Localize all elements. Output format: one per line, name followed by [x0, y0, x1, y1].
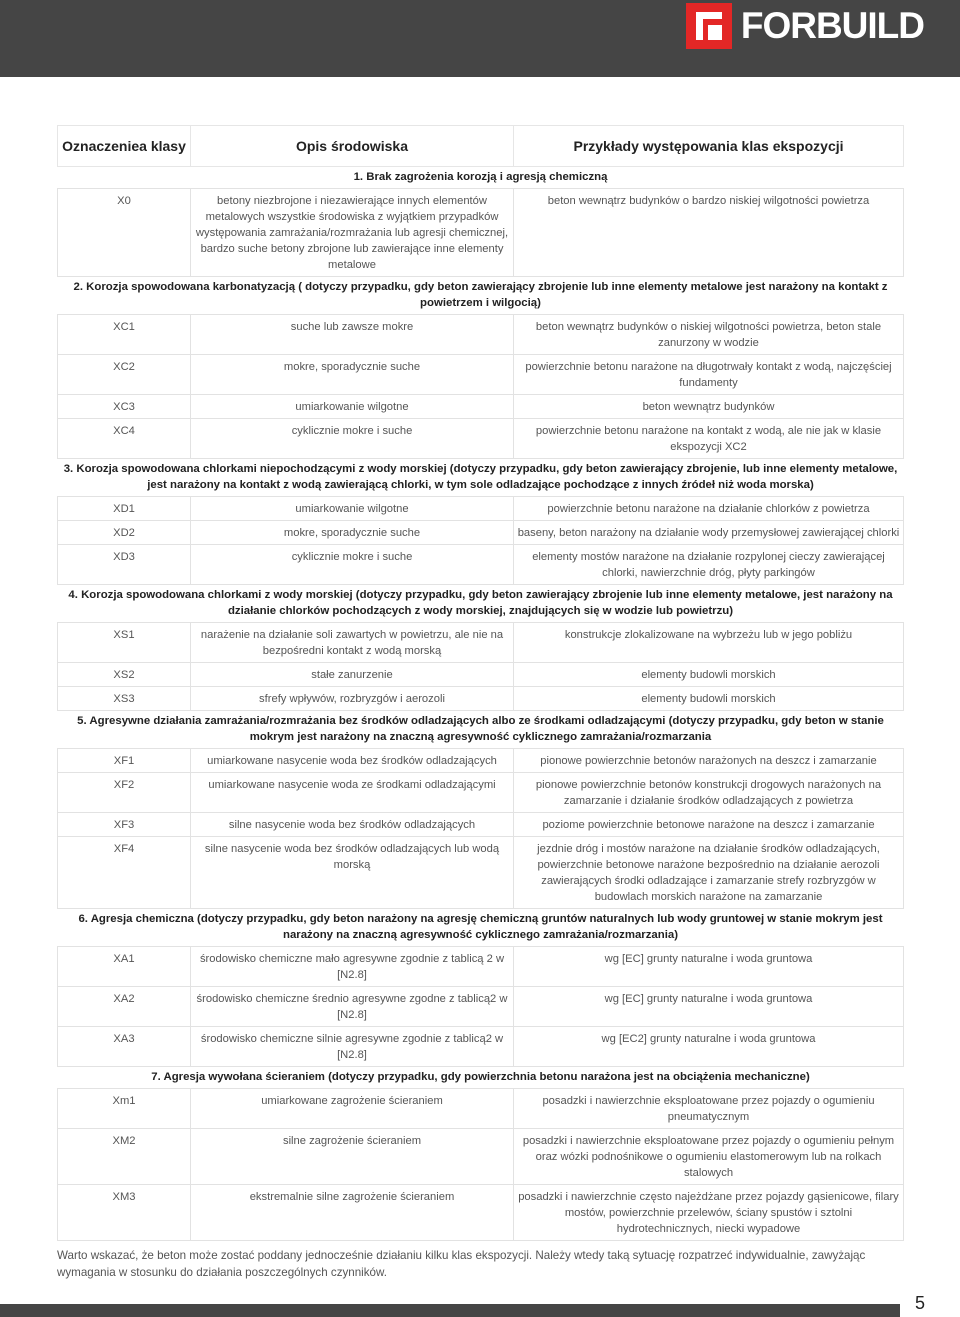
class-code-cell: XA3: [58, 1027, 191, 1067]
section-title: 6. Agresja chemiczna (dotyczy przypadku, gdy beton narażony na agresję chemiczną gruntów naturalnych lub wody gruntowej w stanie mokrym jest narażony na znaczną agresywność cyklicznego zamrażania/rozmarzania): [58, 909, 904, 947]
section-row: [58, 459, 904, 497]
table-row: [58, 1089, 904, 1129]
class-code-cell: XF3: [58, 813, 191, 837]
table-row: [58, 419, 904, 459]
section-row: [58, 585, 904, 623]
description-cell: środowisko chemiczne mało agresywne zgodnie z tablicą 2 w [N2.8]: [191, 947, 514, 987]
example-cell: wg [EC2] grunty naturalne i woda gruntowa: [514, 1027, 904, 1067]
header-examples: Przykłady występowania klas ekspozycji: [514, 126, 904, 167]
class-code-cell: XD3: [58, 545, 191, 585]
description-cell: umiarkowane nasycenie woda bez środków odladzających: [191, 749, 514, 773]
description-cell: betony niezbrojone i niezawierające innych elementów metalowych wszystkie środowiska z wyjątkiem przypadków występowania zamrażania/rozmrażania lub agresji chemicznej, bardzo suche betony zbrojone lub zawierające inne elementy metalowe: [191, 189, 514, 277]
description-cell: silne nasycenie woda bez środków odladzających: [191, 813, 514, 837]
class-code-cell: XS1: [58, 623, 191, 663]
description-cell: silne nasycenie woda bez środków odladzających lub wodą morską: [191, 837, 514, 909]
description-cell: cyklicznie mokre i suche: [191, 419, 514, 459]
table-row: [58, 1027, 904, 1067]
example-cell: posadzki i nawierzchnie często najeżdżane przez pojazdy gąsienicowe, filary mostów, powierzchnie przelewów, ściany spustów i sztolni hydrotechnicznych, niecki wypadowe: [514, 1185, 904, 1241]
description-cell: mokre, sporadycznie suche: [191, 521, 514, 545]
example-cell: pionowe powierzchnie betonów narażonych na deszcz i zamarzanie: [514, 749, 904, 773]
table-row: [58, 663, 904, 687]
example-cell: elementy mostów narażone na działanie rozpylonej cieczy zawierającej chlorki, nawierzchnie dróg, płyty parkingów: [514, 545, 904, 585]
class-code-cell: XF1: [58, 749, 191, 773]
class-code-cell: XM3: [58, 1185, 191, 1241]
table-row: [58, 315, 904, 355]
section-row: [58, 167, 904, 189]
header-environment: Opis środowiska: [191, 126, 514, 167]
class-code-cell: XC3: [58, 395, 191, 419]
description-cell: środowisko chemiczne średnio agresywne zgodne z tablicą2 w [N2.8]: [191, 987, 514, 1027]
header-bar: [0, 0, 960, 77]
section-title: 3. Korozja spowodowana chlorkami niepochodzącymi z wody morskiej (dotyczy przypadku, gdy beton zawierający zbrojenie, lub inne elementy metalowe, jest narażony na kontakt z wodą zawierającą chlorki, w tym sole odladzające pochodzące z innych źródeł niż woda morska): [58, 459, 904, 497]
section-title: 7. Agresja wywołana ścieraniem (dotyczy przypadku, gdy powierzchnia betonu narażona jest na obciążenia mechaniczne): [58, 1067, 904, 1089]
header-class-code: Oznaczeniea klasy: [58, 126, 191, 167]
description-cell: mokre, sporadycznie suche: [191, 355, 514, 395]
table-row: [58, 355, 904, 395]
table-row: [58, 813, 904, 837]
table-row: [58, 987, 904, 1027]
example-cell: elementy budowli morskich: [514, 663, 904, 687]
example-cell: elementy budowli morskich: [514, 687, 904, 711]
section-title: 1. Brak zagrożenia korozją i agresją chemiczną: [58, 167, 904, 189]
class-code-cell: X0: [58, 189, 191, 277]
description-cell: cyklicznie mokre i suche: [191, 545, 514, 585]
section-row: [58, 909, 904, 947]
table-row: [58, 521, 904, 545]
section-title: 2. Korozja spowodowana karbonatyzacją ( dotyczy przypadku, gdy beton zawierający zbrojenie lub inne elementy metalowe jest narażony na kontakt z powietrzem i wilgocią): [58, 277, 904, 315]
table-row: [58, 1129, 904, 1185]
table-row: [58, 395, 904, 419]
table-row: [58, 189, 904, 277]
example-cell: jezdnie dróg i mostów narażone na działanie środków odladzających, powierzchnie betonowe narażone bezpośrednio na działanie aerozoli zawierających środki odladzające i zamarzanie strefy rozbryzgów w budowlach morskich narażone na zamarzanie: [514, 837, 904, 909]
section-row: [58, 711, 904, 749]
table-row: [58, 623, 904, 663]
class-code-cell: XD1: [58, 497, 191, 521]
example-cell: wg [EC] grunty naturalne i woda gruntowa: [514, 987, 904, 1027]
description-cell: umiarkowanie wilgotne: [191, 395, 514, 419]
example-cell: pionowe powierzchnie betonów konstrukcji drogowych narażonych na zamarzanie i działanie środków odladzających z powietrza: [514, 773, 904, 813]
section-row: [58, 1067, 904, 1089]
forbuild-logo[interactable]: [686, 3, 924, 49]
description-cell: środowisko chemiczne silnie agresywne zgodnie z tablicą2 w [N2.8]: [191, 1027, 514, 1067]
example-cell: posadzki i nawierzchnie eksploatowane przez pojazdy o ogumieniu pełnym oraz wózki podnośnikowe o ogumieniu elastomerowym lub na rolkach stalowych: [514, 1129, 904, 1185]
class-code-cell: XC2: [58, 355, 191, 395]
class-code-cell: XA2: [58, 987, 191, 1027]
page-number-box: [900, 1290, 960, 1317]
example-cell: powierzchnie betonu narażone na długotrwały kontakt z wodą, najczęściej fundamenty: [514, 355, 904, 395]
example-cell: wg [EC] grunty naturalne i woda gruntowa: [514, 947, 904, 987]
table-row: [58, 837, 904, 909]
description-cell: sfrefy wpływów, rozbryzgów i aerozoli: [191, 687, 514, 711]
description-cell: silne zagrożenie ścieraniem: [191, 1129, 514, 1185]
footnote: Warto wskazać, że beton może zostać poddany jednocześnie działaniu kilku klas ekspozycji. Należy wtedy taką sytuację rozpatrzeć indywidualnie, zawyżając wymagania w stosunku do działania poszczególnych czynników.: [57, 1249, 866, 1279]
section-title: 5. Agresywne działania zamrażania/rozmrażania bez środków odladzających albo ze środkami odladzającymi (dotyczy przypadku, gdy beton w stanie mokrym jest narażony na znaczną agresywność cyklicznego zamrażania/rozmarzania: [58, 711, 904, 749]
table-row: [58, 497, 904, 521]
class-code-cell: XF2: [58, 773, 191, 813]
exposure-classes-table: [57, 125, 904, 1241]
class-code-cell: XC1: [58, 315, 191, 355]
description-cell: umiarkowanie wilgotne: [191, 497, 514, 521]
class-code-cell: XM2: [58, 1129, 191, 1185]
description-cell: ekstremalnie silne zagrożenie ścieraniem: [191, 1185, 514, 1241]
class-code-cell: XC4: [58, 419, 191, 459]
example-cell: konstrukcje zlokalizowane na wybrzeżu lub w jego pobliżu: [514, 623, 904, 663]
table-row: [58, 1185, 904, 1241]
example-cell: poziome powierzchnie betonowe narażone na deszcz i zamarzanie: [514, 813, 904, 837]
class-code-cell: XF4: [58, 837, 191, 909]
class-code-cell: XD2: [58, 521, 191, 545]
section-title: 4. Korozja spowodowana chlorkami z wody morskiej (dotyczy przypadku, gdy beton zawierający zbrojenie lub inne elementy metalowe, jest narażony na działanie chlorków pochodzących z wody morskiej, znajdujących się w wodzie lub powietrzu): [58, 585, 904, 623]
table-row: [58, 773, 904, 813]
example-cell: powierzchnie betonu narażone na działanie chlorków z powietrza: [514, 497, 904, 521]
example-cell: beton wewnątrz budynków o niskiej wilgotności powietrza, beton stale zanurzony w wodzie: [514, 315, 904, 355]
example-cell: posadzki i nawierzchnie eksploatowane przez pojazdy o ogumieniu pneumatycznym: [514, 1089, 904, 1129]
table-row: [58, 545, 904, 585]
forbuild-logo-icon: [686, 3, 732, 49]
table-header-row: [58, 126, 904, 167]
class-code-cell: XS3: [58, 687, 191, 711]
page-number: 5: [915, 1293, 926, 1313]
table-row: [58, 749, 904, 773]
table-row: [58, 947, 904, 987]
description-cell: umiarkowane nasycenie woda ze środkami odladzającymi: [191, 773, 514, 813]
example-cell: beton wewnątrz budynków o bardzo niskiej wilgotności powietrza: [514, 189, 904, 277]
class-code-cell: Xm1: [58, 1089, 191, 1129]
table-row: [58, 687, 904, 711]
class-code-cell: XS2: [58, 663, 191, 687]
example-cell: beton wewnątrz budynków: [514, 395, 904, 419]
class-code-cell: XA1: [58, 947, 191, 987]
description-cell: stałe zanurzenie: [191, 663, 514, 687]
brand-name: FORBUILD: [740, 5, 924, 46]
footer-bar: [0, 1304, 960, 1317]
section-row: [58, 277, 904, 315]
description-cell: suche lub zawsze mokre: [191, 315, 514, 355]
example-cell: powierzchnie betonu narażone na kontakt z wodą, ale nie jak w klasie ekspozycji XC2: [514, 419, 904, 459]
example-cell: baseny, beton narażony na działanie wody przemysłowej zawierającej chlorki: [514, 521, 904, 545]
description-cell: narażenie na działanie soli zawartych w powietrzu, ale nie na bezpośredni kontakt z wodą morską: [191, 623, 514, 663]
description-cell: umiarkowane zagrożenie ścieraniem: [191, 1089, 514, 1129]
